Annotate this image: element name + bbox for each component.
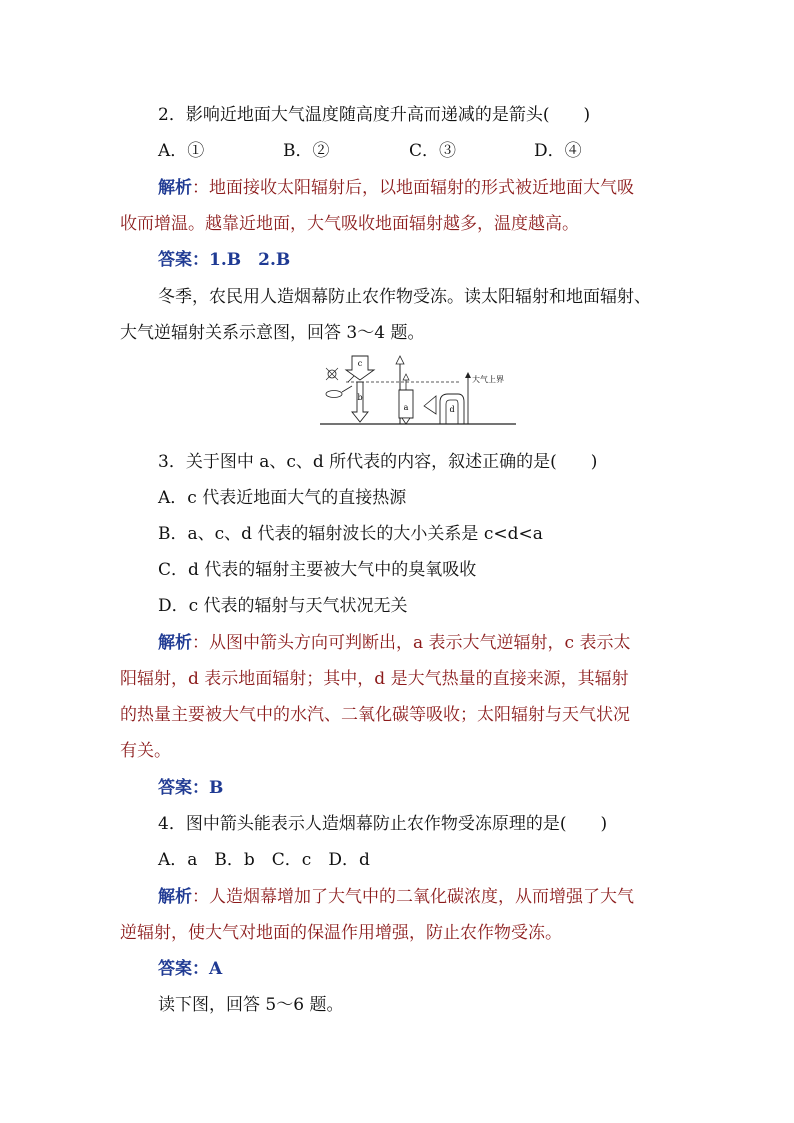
q2-stem: 2．影响近地面大气温度随高度升高而递减的是箭头( ) bbox=[158, 105, 591, 125]
q3-analysis-line3: 的热量主要被大气中的水汽、二氧化碳等吸收；太阳辐射与天气状况 bbox=[120, 705, 630, 725]
q3-stem: 3．关于图中 a、c、d 所代表的内容，叙述正确的是( ) bbox=[158, 452, 598, 472]
q3-answer bbox=[158, 773, 223, 798]
answer-label: 答案 bbox=[158, 778, 192, 798]
answer-label: 答案 bbox=[158, 250, 192, 270]
q4-options: A．a B．b C．c D．d bbox=[158, 850, 370, 870]
analysis-text: ：从图中箭头方向可判断出，a 表示大气逆辐射，c 表示太 bbox=[192, 633, 631, 653]
analysis-label: 解析 bbox=[158, 633, 192, 653]
label-c: c bbox=[357, 359, 363, 368]
cloud-icon bbox=[326, 391, 342, 398]
q3-option-d: D．c 代表的辐射与天气状况无关 bbox=[158, 596, 408, 616]
q3-analysis-line4: 有关。 bbox=[120, 741, 171, 761]
intro34-line1: 冬季，农民用人造烟幕防止农作物受冻。读太阳辐射和地面辐射、 bbox=[158, 287, 651, 307]
q4-answer bbox=[158, 954, 222, 979]
sun-icon bbox=[326, 368, 338, 380]
analysis-text: ：地面接收太阳辐射后，以地面辐射的形式被近地面大气吸 bbox=[192, 178, 634, 198]
q2-analysis-line2: 收而增温。越靠近地面，大气吸收地面辐射越多，温度越高。 bbox=[120, 214, 579, 234]
q4-analysis-line2: 逆辐射，使大气对地面的保温作用增强，防止农作物受冻。 bbox=[120, 923, 562, 943]
answer-value: ：A bbox=[192, 959, 223, 979]
arrow-a bbox=[399, 390, 413, 424]
q4-stem: 4．图中箭头能表示人造烟幕防止农作物受冻原理的是( ) bbox=[158, 814, 608, 834]
answer-value: ：1.B 2.B bbox=[192, 250, 291, 270]
q2-option-b: B．② bbox=[283, 141, 330, 161]
arrow-b bbox=[352, 382, 368, 422]
q3-analysis-line2: 阳辐射，d 表示地面辐射；其中，d 是大气热量的直接来源，其辐射 bbox=[120, 669, 629, 689]
q3-option-b: B．a、c、d 代表的辐射波长的大小关系是 c<d<a bbox=[158, 524, 543, 544]
boundary-marker bbox=[465, 372, 504, 424]
intro56-line1: 读下图，回答 5～6 题。 bbox=[158, 995, 344, 1015]
q2-answer bbox=[158, 245, 290, 270]
q2-analysis-line1 bbox=[158, 173, 634, 198]
q3-analysis-line1 bbox=[158, 628, 630, 653]
label-a: a bbox=[403, 403, 409, 412]
label-d: d bbox=[449, 405, 455, 414]
analysis-text: ：人造烟幕增加了大气中的二氧化碳浓度，从而增强了大气 bbox=[192, 887, 634, 907]
analysis-label: 解析 bbox=[158, 178, 192, 198]
q2-option-a: A．① bbox=[158, 141, 205, 161]
label-top: 大气上界 bbox=[472, 375, 504, 384]
q3-option-c: C．d 代表的辐射主要被大气中的臭氧吸收 bbox=[158, 560, 477, 580]
answer-value: ：B bbox=[192, 778, 224, 798]
label-b: b bbox=[357, 393, 363, 402]
q3-option-a: A．c 代表近地面大气的直接热源 bbox=[158, 488, 407, 508]
answer-label: 答案 bbox=[158, 959, 192, 979]
q4-analysis-line1 bbox=[158, 882, 634, 907]
arrow-c bbox=[346, 356, 374, 380]
intro34-line2: 大气逆辐射关系示意图，回答 3～4 题。 bbox=[120, 323, 425, 343]
analysis-label: 解析 bbox=[158, 887, 192, 907]
arrow-d bbox=[424, 394, 464, 424]
q2-option-d: D．④ bbox=[534, 141, 582, 161]
q2-option-c: C．③ bbox=[409, 141, 457, 161]
radiation-diagram bbox=[318, 352, 518, 428]
